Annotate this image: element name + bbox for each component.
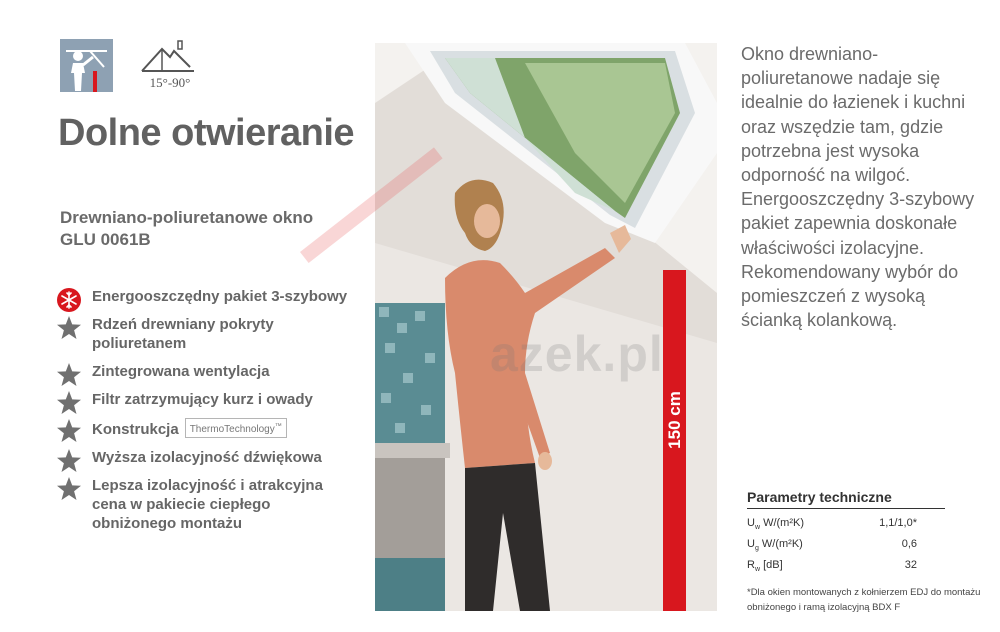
- star-icon: [56, 362, 82, 388]
- feature-label: Energooszczędny pakiet 3-szybowy: [92, 288, 348, 305]
- parameter-name: $R_w$ [dB]: [747, 559, 783, 574]
- parameter-name: $U_g$ W/(m²K): [747, 538, 803, 553]
- star-icon: [56, 315, 82, 341]
- roof-angle-label: 15°-90°: [149, 75, 191, 90]
- watermark: azek.pl: [490, 326, 664, 382]
- product-subtitle: Drewniano-poliuretanowe okno GLU 0061B: [60, 208, 314, 249]
- feature-label: Rdzeń drewniany pokryty poliuretanem: [92, 316, 274, 352]
- parameters-footnote: *Dla okien montowanych z kołnierzem EDJ do montażu obniżonego i ramą izolacyjną BDX F: [747, 587, 981, 613]
- feature-item: [56, 362, 356, 381]
- feature-label: Konstrukcja: [92, 421, 179, 438]
- product-description: Okno drewniano-poliuretanowe nadaje się idealnie do łazienek i kuchni oraz wszędzie tam, gdzie potrzebna jest wysoka odporność na wilgoć. Energooszczędny 3-szybowy pakiet zapewnia doskonałe właściwości izolacyjne. Rekomendowany wybór do pomieszczeń z wysoką ścianką kolankową.: [741, 44, 975, 331]
- feature-item: [56, 315, 356, 353]
- feature-item: [56, 390, 356, 409]
- parameter-value: 0,6: [901, 538, 917, 550]
- parameter-name: $U_w$ W/(m²K): [747, 517, 804, 532]
- parameters-table: [747, 517, 947, 580]
- parameter-row: [747, 559, 947, 580]
- roof-pitch-icon: [140, 39, 196, 73]
- feature-label: Lepsza izolacyjność i atrakcyjna cena w pakiecie ciepłego obniżonego montażu: [92, 477, 323, 532]
- star-icon: [56, 390, 82, 416]
- page-title: Dolne otwieranie: [58, 112, 355, 154]
- feature-item: [56, 448, 356, 467]
- star-icon: [56, 418, 82, 444]
- person-opening-window-icon: [60, 39, 113, 92]
- star-icon: [56, 448, 82, 474]
- feature-item: [56, 476, 356, 533]
- feature-label: Filtr zatrzymujący kurz i owady: [92, 391, 313, 408]
- parameter-value: 1,1/1,0*: [879, 517, 917, 529]
- feature-item: [56, 418, 356, 439]
- parameter-row: [747, 538, 947, 559]
- feature-label: Wyższa izolacyjność dźwiękowa: [92, 449, 322, 466]
- parameters-title: Parametry techniczne: [747, 489, 945, 509]
- parameter-value: 32: [904, 559, 917, 571]
- star-icon: [56, 476, 82, 502]
- feature-list: [56, 287, 356, 542]
- height-measure-label: 150 cm: [664, 391, 684, 449]
- feature-label: Zintegrowana wentylacja: [92, 363, 270, 380]
- snowflake-icon: [56, 287, 82, 313]
- feature-item: [56, 287, 356, 306]
- parameter-row: [747, 517, 947, 538]
- thermotechnology-badge: ThermoTechnology™: [185, 418, 287, 438]
